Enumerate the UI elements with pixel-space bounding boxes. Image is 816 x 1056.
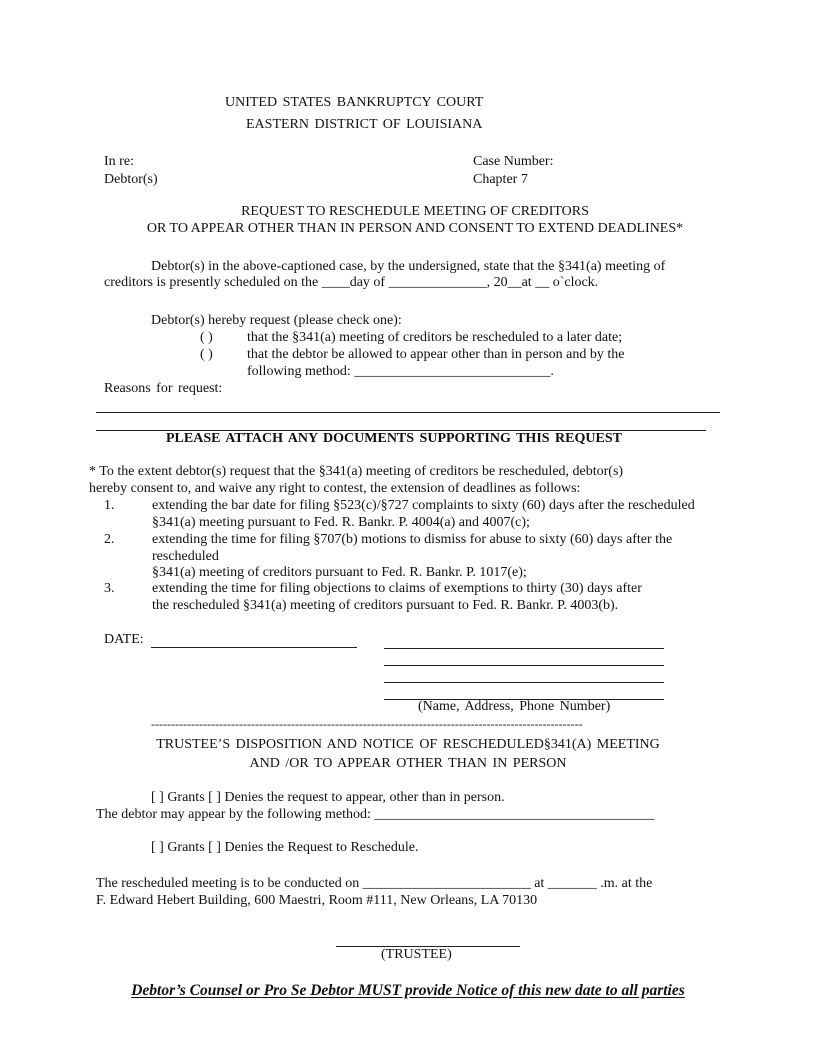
option2-checkbox[interactable]: ( ) (200, 347, 213, 362)
footer-notice: Debtor’s Counsel or Pro Se Debtor MUST provide Notice of this new date to all parties (131, 982, 685, 999)
trustee-label: (TRUSTEE) (381, 947, 452, 962)
date-line[interactable] (151, 647, 357, 648)
attach-documents-notice: PLEASE ATTACH ANY DOCUMENTS SUPPORTING THIS REQUEST (166, 431, 622, 446)
option2-text-line1: that the debtor be allowed to appear other than in person and by the (247, 347, 625, 362)
request-heading: Debtor(s) hereby request (please check one): (151, 313, 402, 328)
option2-text-line2: following method: ____________________________. (247, 364, 554, 379)
grant-deny-appear[interactable]: [ ] Grants [ ] Denies the request to appear, other than in person. (151, 790, 505, 805)
intro-line1: Debtor(s) in the above-captioned case, by the undersigned, state that the §341(a) meeting of (151, 259, 666, 274)
address-line[interactable] (384, 682, 664, 683)
consent-item-text: §341(a) meeting pursuant to Fed. R. Bankr. P. 4004(a) and 4007(c); (152, 515, 530, 530)
option1-text: that the §341(a) meeting of creditors be rescheduled to a later date; (247, 330, 623, 345)
appear-method-line[interactable]: The debtor may appear by the following method: ________________________________________ (96, 807, 655, 822)
grant-deny-reschedule[interactable]: [ ] Grants [ ] Denies the Request to Reschedule. (151, 840, 419, 855)
consent-item-text: extending the time for filing §707(b) motions to dismiss for abuse to sixty (60) days after the (152, 532, 673, 547)
consent-item-number: 1. (104, 498, 115, 513)
trustee-heading-line1: TRUSTEE’S DISPOSITION AND NOTICE OF RESCHEDULED§341(A) MEETING (156, 737, 660, 752)
in-re-label: In re: (104, 154, 134, 169)
consent-item-text: the rescheduled §341(a) meeting of creditors pursuant to Fed. R. Bankr. P. 4003(b). (152, 598, 619, 613)
court-name: UNITED STATES BANKRUPTCY COURT (225, 95, 484, 110)
reasons-label: Reasons for request: (104, 381, 223, 396)
signature-line[interactable] (384, 648, 664, 649)
document-title-line2: OR TO APPEAR OTHER THAN IN PERSON AND CONSENT TO EXTEND DEADLINES* (146, 221, 684, 236)
consent-line1: * To the extent debtor(s) request that the §341(a) meeting of creditors be rescheduled, debtor(s) (89, 464, 624, 479)
consent-item-number: 3. (104, 581, 115, 596)
consent-line2: hereby consent to, and waive any right to contest, the extension of deadlines as follows: (89, 481, 581, 496)
case-number-label: Case Number: (473, 154, 554, 169)
consent-item-text: extending the time for filing objections to claims of exemptions to thirty (30) days after (152, 581, 642, 596)
section-separator: ------------------------------------------------------------------------------------------------------------ (151, 718, 583, 730)
consent-item-text: extending the bar date for filing §523(c)/§727 complaints to sixty (60) days after the rescheduled (152, 498, 695, 513)
reason-line-1[interactable] (96, 412, 720, 413)
consent-item-number: 2. (104, 532, 115, 547)
date-label: DATE: (104, 632, 144, 647)
consent-item-text: rescheduled (152, 549, 219, 564)
name-line[interactable] (384, 665, 664, 666)
consent-item-text: §341(a) meeting of creditors pursuant to Fed. R. Bankr. P. 1017(e); (152, 565, 527, 580)
chapter-label: Chapter 7 (473, 172, 528, 187)
intro-line2: creditors is presently scheduled on the ____day of ______________, 20__at __ o`clock. (104, 275, 599, 290)
document-title-line1: REQUEST TO RESCHEDULE MEETING OF CREDITORS (241, 204, 589, 219)
rescheduled-meeting-location: F. Edward Hebert Building, 600 Maestri, Room #111, New Orleans, LA 70130 (96, 893, 538, 908)
debtor-label: Debtor(s) (104, 172, 158, 187)
rescheduled-meeting-line1: The rescheduled meeting is to be conducted on ________________________ at _______ .m. at the (96, 876, 653, 891)
name-address-phone-caption: (Name, Address, Phone Number) (418, 699, 611, 714)
trustee-heading-line2: AND /OR TO APPEAR OTHER THAN IN PERSON (249, 756, 567, 771)
court-district: EASTERN DISTRICT OF LOUISIANA (246, 117, 483, 132)
option1-checkbox[interactable]: ( ) (200, 330, 213, 345)
